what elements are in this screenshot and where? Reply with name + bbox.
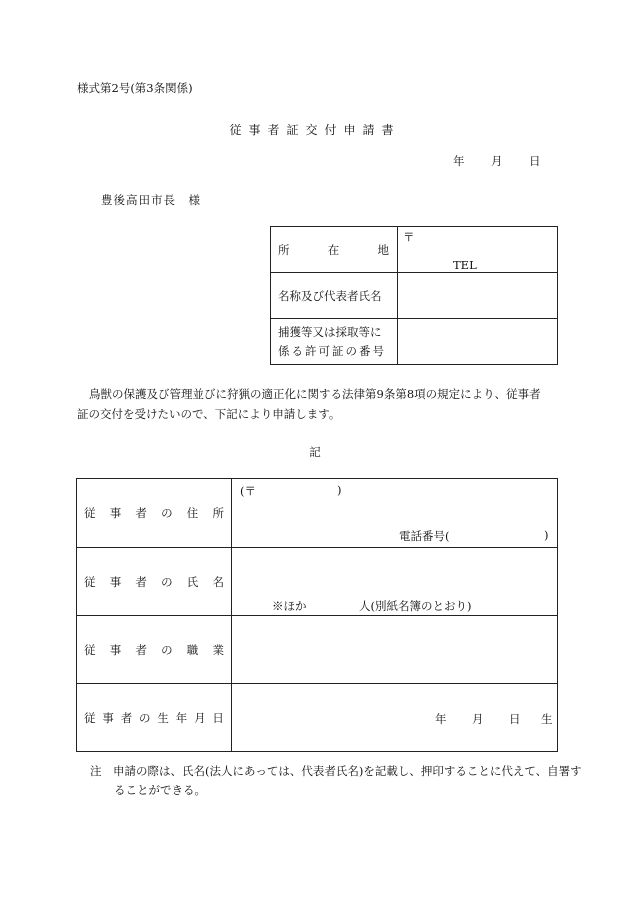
label-char: 者 bbox=[135, 642, 147, 657]
label-char: 者 bbox=[135, 574, 147, 589]
worker-name-label bbox=[77, 548, 232, 616]
label-char: 月 bbox=[194, 710, 206, 725]
label-char: 氏 bbox=[186, 574, 199, 589]
dob-born: 生 bbox=[541, 712, 553, 726]
worker-dob-label bbox=[77, 684, 232, 752]
date-year: 年 bbox=[453, 154, 465, 168]
worker-job-value[interactable] bbox=[232, 616, 558, 684]
applicant-table bbox=[270, 226, 558, 365]
label-char: 事 bbox=[109, 642, 122, 657]
label-char: 住 bbox=[186, 506, 199, 520]
phone-label: 電話番号( bbox=[399, 529, 450, 543]
document-title: 従事者証交付申請書 bbox=[229, 123, 401, 137]
label-char: 職 bbox=[186, 642, 199, 657]
worker-address-label bbox=[77, 479, 232, 548]
label-char: 業 bbox=[212, 642, 224, 657]
label-char: 事 bbox=[109, 506, 122, 520]
label-char: 者 bbox=[120, 710, 133, 725]
label-char: 従 bbox=[84, 710, 96, 725]
worker-job-label bbox=[77, 616, 232, 684]
label-char: 者 bbox=[135, 506, 147, 520]
label-char: の bbox=[161, 506, 173, 520]
dob-month: 月 bbox=[472, 712, 484, 726]
permit-label-line2: 係る許可証の番号 bbox=[278, 343, 386, 358]
label-char: 日 bbox=[212, 710, 224, 725]
location-value-cell[interactable] bbox=[398, 227, 558, 273]
form-number-label: 様式第2号(第3条関係) bbox=[77, 81, 193, 95]
worker-address-value[interactable] bbox=[232, 479, 558, 548]
permit-number-label bbox=[271, 319, 398, 365]
body-text: 鳥獣の保護及び管理並びに狩猟の適正化に関する法律第9条第8項の規定により、従事者証の交付を受けたいので、下記により申請します。 bbox=[77, 387, 541, 421]
ki-heading: 記 bbox=[309, 445, 321, 459]
label-char: の bbox=[139, 710, 151, 725]
label-char: 名 bbox=[212, 574, 224, 589]
label-char: 事 bbox=[102, 710, 114, 725]
date-line bbox=[453, 153, 541, 169]
others-prefix: ※ほか bbox=[272, 599, 307, 613]
dob-day: 日 bbox=[509, 712, 521, 726]
addressee: 豊後高田市長 様 bbox=[101, 193, 201, 207]
postal-close: ) bbox=[337, 483, 342, 497]
permit-label-line1: 捕獲等又は採取等に bbox=[278, 324, 382, 339]
label-char: 年 bbox=[175, 710, 188, 725]
date-day: 日 bbox=[529, 154, 541, 168]
postal-open: (〒 bbox=[240, 484, 256, 498]
footnote: 注 申請の際は、氏名(法人にあっては、代表者氏名)を記載し、押印することに代えて、自署することができる。 bbox=[90, 764, 582, 797]
label-char: の bbox=[161, 642, 173, 657]
others-suffix: 人(別紙名簿のとおり) bbox=[359, 599, 472, 613]
label-char: の bbox=[161, 574, 173, 589]
dob-year: 年 bbox=[435, 712, 447, 726]
location-char-2: 在 bbox=[327, 242, 340, 257]
date-month: 月 bbox=[491, 154, 503, 168]
label-char: 従 bbox=[84, 642, 96, 657]
name-representative-value[interactable] bbox=[398, 273, 558, 319]
label-char: 従 bbox=[84, 574, 96, 589]
label-char: 所 bbox=[212, 506, 224, 520]
label-char: 事 bbox=[109, 574, 122, 589]
phone-close: ) bbox=[544, 528, 549, 542]
tel-label: TEL bbox=[453, 258, 477, 272]
label-char: 生 bbox=[157, 710, 169, 725]
location-char-3: 地 bbox=[377, 242, 389, 257]
postal-mark: 〒 bbox=[403, 230, 415, 244]
location-char-1: 所 bbox=[278, 242, 290, 257]
worker-name-value[interactable] bbox=[232, 548, 558, 616]
worker-table bbox=[76, 478, 558, 752]
worker-dob-value[interactable] bbox=[232, 684, 558, 752]
label-char: 従 bbox=[84, 506, 96, 520]
permit-number-value[interactable] bbox=[398, 319, 558, 365]
location-label bbox=[271, 227, 398, 273]
name-representative-label: 名称及び代表者氏名 bbox=[271, 273, 398, 319]
